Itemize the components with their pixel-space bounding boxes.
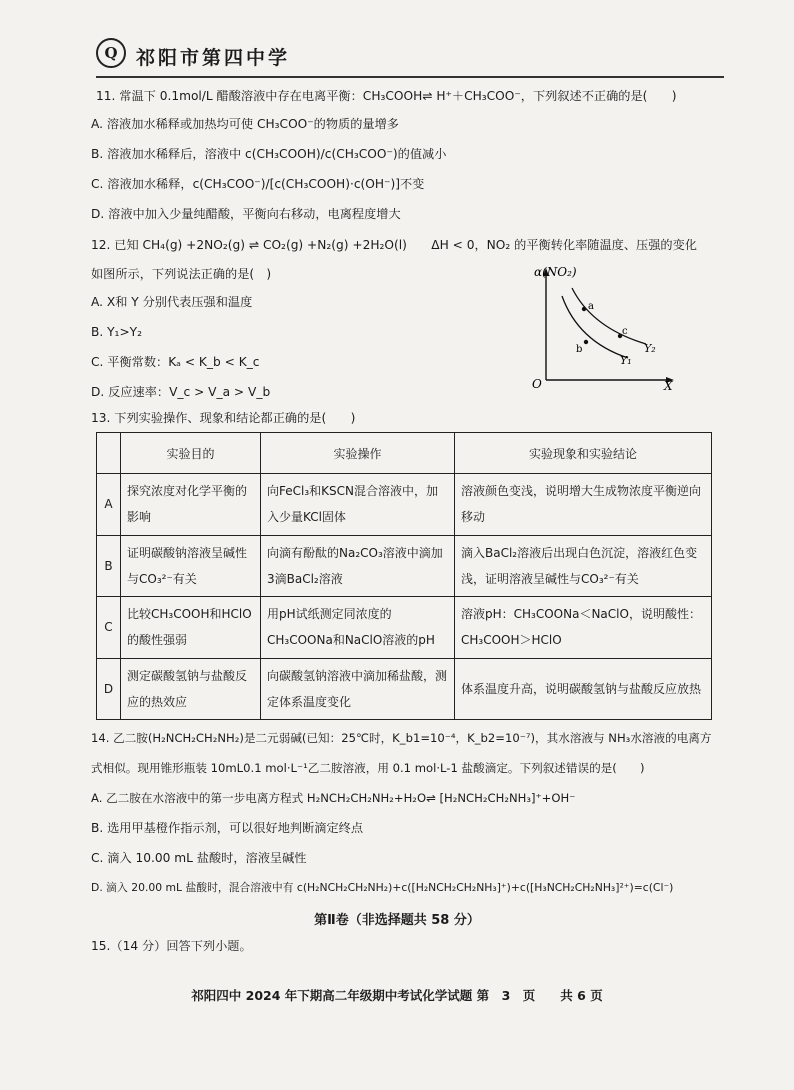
- q14-option-c: C. 滴入 10.00 mL 盐酸时，溶液呈碱性: [91, 851, 307, 865]
- row-purpose: 测定碳酸氢钠与盐酸反应的热效应: [121, 658, 261, 720]
- q12-option-b: B. Y₁>Y₂: [91, 325, 142, 339]
- logo-glyph: Q: [104, 44, 118, 62]
- q14-stem-line1: 14. 乙二胺(H₂NCH₂CH₂NH₂)是二元弱碱(已知：25℃时，K_b1=10⁻⁴，K_b2=10⁻⁷)，其水溶液与 NH₃水溶液的电离方: [91, 731, 712, 745]
- q11-option-c: C. 溶液加水稀释，c(CH₃COO⁻)/[c(CH₃COOH)·c(OH⁻)]不变: [91, 177, 425, 191]
- curve-y2-label: Y₂: [644, 342, 656, 355]
- page-footer: 祁阳四中 2024 年下期高二年级期中考试化学试题 第 3 页 共 6 页: [191, 988, 603, 1003]
- graph-y-label: α(NO₂): [534, 265, 577, 279]
- row-purpose: 探究浓度对化学平衡的影响: [121, 474, 261, 536]
- q13-table: [96, 432, 712, 720]
- q11-option-a: A. 溶液加水稀释或加热均可使 CH₃COO⁻的物质的量增多: [91, 117, 399, 131]
- point-b-label: b: [576, 344, 583, 355]
- table-row: [97, 658, 712, 720]
- q14-stem-line2: 式相似。现用锥形瓶装 10mL0.1 mol·L⁻¹乙二胺溶液，用 0.1 mol·L-1 盐酸滴定。下列叙述错误的是( ): [91, 761, 645, 775]
- q13-stem: 13. 下列实验操作、现象和结论都正确的是( ): [91, 411, 356, 425]
- row-purpose: 比较CH₃COOH和HClO的酸性强弱: [121, 597, 261, 659]
- q12-option-a: A. X和 Y 分别代表压强和温度: [91, 295, 253, 309]
- q12-stem-line1: 12. 已知 CH₄(g) +2NO₂(g) ⇌ CO₂(g) +N₂(g) +2H₂O(l) ΔH < 0，NO₂ 的平衡转化率随温度、压强的变化: [91, 238, 697, 252]
- graph-origin: O: [532, 377, 542, 390]
- table-header: 实验操作: [261, 433, 455, 474]
- curve-y2: [572, 288, 646, 344]
- graph-x-label: X: [664, 379, 673, 390]
- q12-graph: [528, 262, 688, 390]
- row-operation: 向FeCl₃和KSCN混合溶液中，加入少量KCl固体: [261, 474, 455, 536]
- table-header-row: [97, 433, 712, 474]
- point-a: [582, 307, 586, 311]
- row-operation: 向碳酸氢钠溶液中滴加稀盐酸，测定体系温度变化: [261, 658, 455, 720]
- row-result: 滴入BaCl₂溶液后出现白色沉淀，溶液红色变浅，证明溶液呈碱性与CO₃²⁻有关: [455, 535, 712, 597]
- row-operation: 用pH试纸测定同浓度的CH₃COONa和NaClO溶液的pH: [261, 597, 455, 659]
- point-b: [584, 340, 588, 344]
- q14-option-a: A. 乙二胺在水溶液中的第一步电离方程式 H₂NCH₂CH₂NH₂+H₂O⇌ [H₂NCH₂CH₂NH₃]⁺+OH⁻: [91, 791, 576, 805]
- row-letter: B: [97, 535, 121, 597]
- q14-option-d: D. 滴入 20.00 mL 盐酸时，混合溶液中有 c(H₂NCH₂CH₂NH₂)+c([H₂NCH₂CH₂NH₃]⁺)+c([H₃NCH₂CH₂NH₃]²⁺)=c(Cl⁻): [91, 881, 674, 894]
- row-operation: 向滴有酚酞的Na₂CO₃溶液中滴加3滴BaCl₂溶液: [261, 535, 455, 597]
- q11-option-b: B. 溶液加水稀释后，溶液中 c(CH₃COOH)/c(CH₃COO⁻)的值减小: [91, 147, 447, 161]
- row-letter: C: [97, 597, 121, 659]
- point-a-label: a: [588, 301, 594, 312]
- table-header: 实验现象和实验结论: [455, 433, 712, 474]
- table-header: 实验目的: [121, 433, 261, 474]
- school-logo-icon: [96, 38, 126, 68]
- q11-option-d: D. 溶液中加入少量纯醋酸，平衡向右移动，电离程度增大: [91, 207, 401, 221]
- curve-y1-label: Y₁: [620, 354, 632, 367]
- row-letter: D: [97, 658, 121, 720]
- row-result: 溶液颜色变浅，说明增大生成物浓度平衡逆向移动: [455, 474, 712, 536]
- table-row: [97, 474, 712, 536]
- row-letter: A: [97, 474, 121, 536]
- row-purpose: 证明碳酸钠溶液呈碱性与CO₃²⁻有关: [121, 535, 261, 597]
- q11-stem: 11. 常温下 0.1mol/L 醋酸溶液中存在电离平衡：CH₃COOH⇌ H⁺＋CH₃COO⁻，下列叙述不正确的是( ): [96, 89, 677, 103]
- point-c-label: c: [622, 326, 628, 337]
- section-2-title: 第Ⅱ卷（非选择题共 58 分）: [314, 913, 480, 928]
- school-name: 祁阳市第四中学: [136, 47, 291, 69]
- q12-stem-line2: 如图所示，下列说法正确的是( ): [91, 267, 272, 281]
- table-row: [97, 535, 712, 597]
- curve-y1: [562, 296, 628, 358]
- header-divider: [96, 76, 724, 78]
- header-blank: [97, 433, 121, 474]
- row-result: 溶液pH：CH₃COONa＜NaClO，说明酸性：CH₃COOH＞HClO: [455, 597, 712, 659]
- table-row: [97, 597, 712, 659]
- q12-option-c: C. 平衡常数：Kₐ < K_b < K_c: [91, 355, 260, 369]
- q14-option-b: B. 选用甲基橙作指示剂，可以很好地判断滴定终点: [91, 821, 364, 835]
- q15-stem: 15.（14 分）回答下列小题。: [91, 939, 252, 953]
- q12-option-d: D. 反应速率：V_c > V_a > V_b: [91, 385, 271, 399]
- row-result: 体系温度升高，说明碳酸氢钠与盐酸反应放热: [455, 658, 712, 720]
